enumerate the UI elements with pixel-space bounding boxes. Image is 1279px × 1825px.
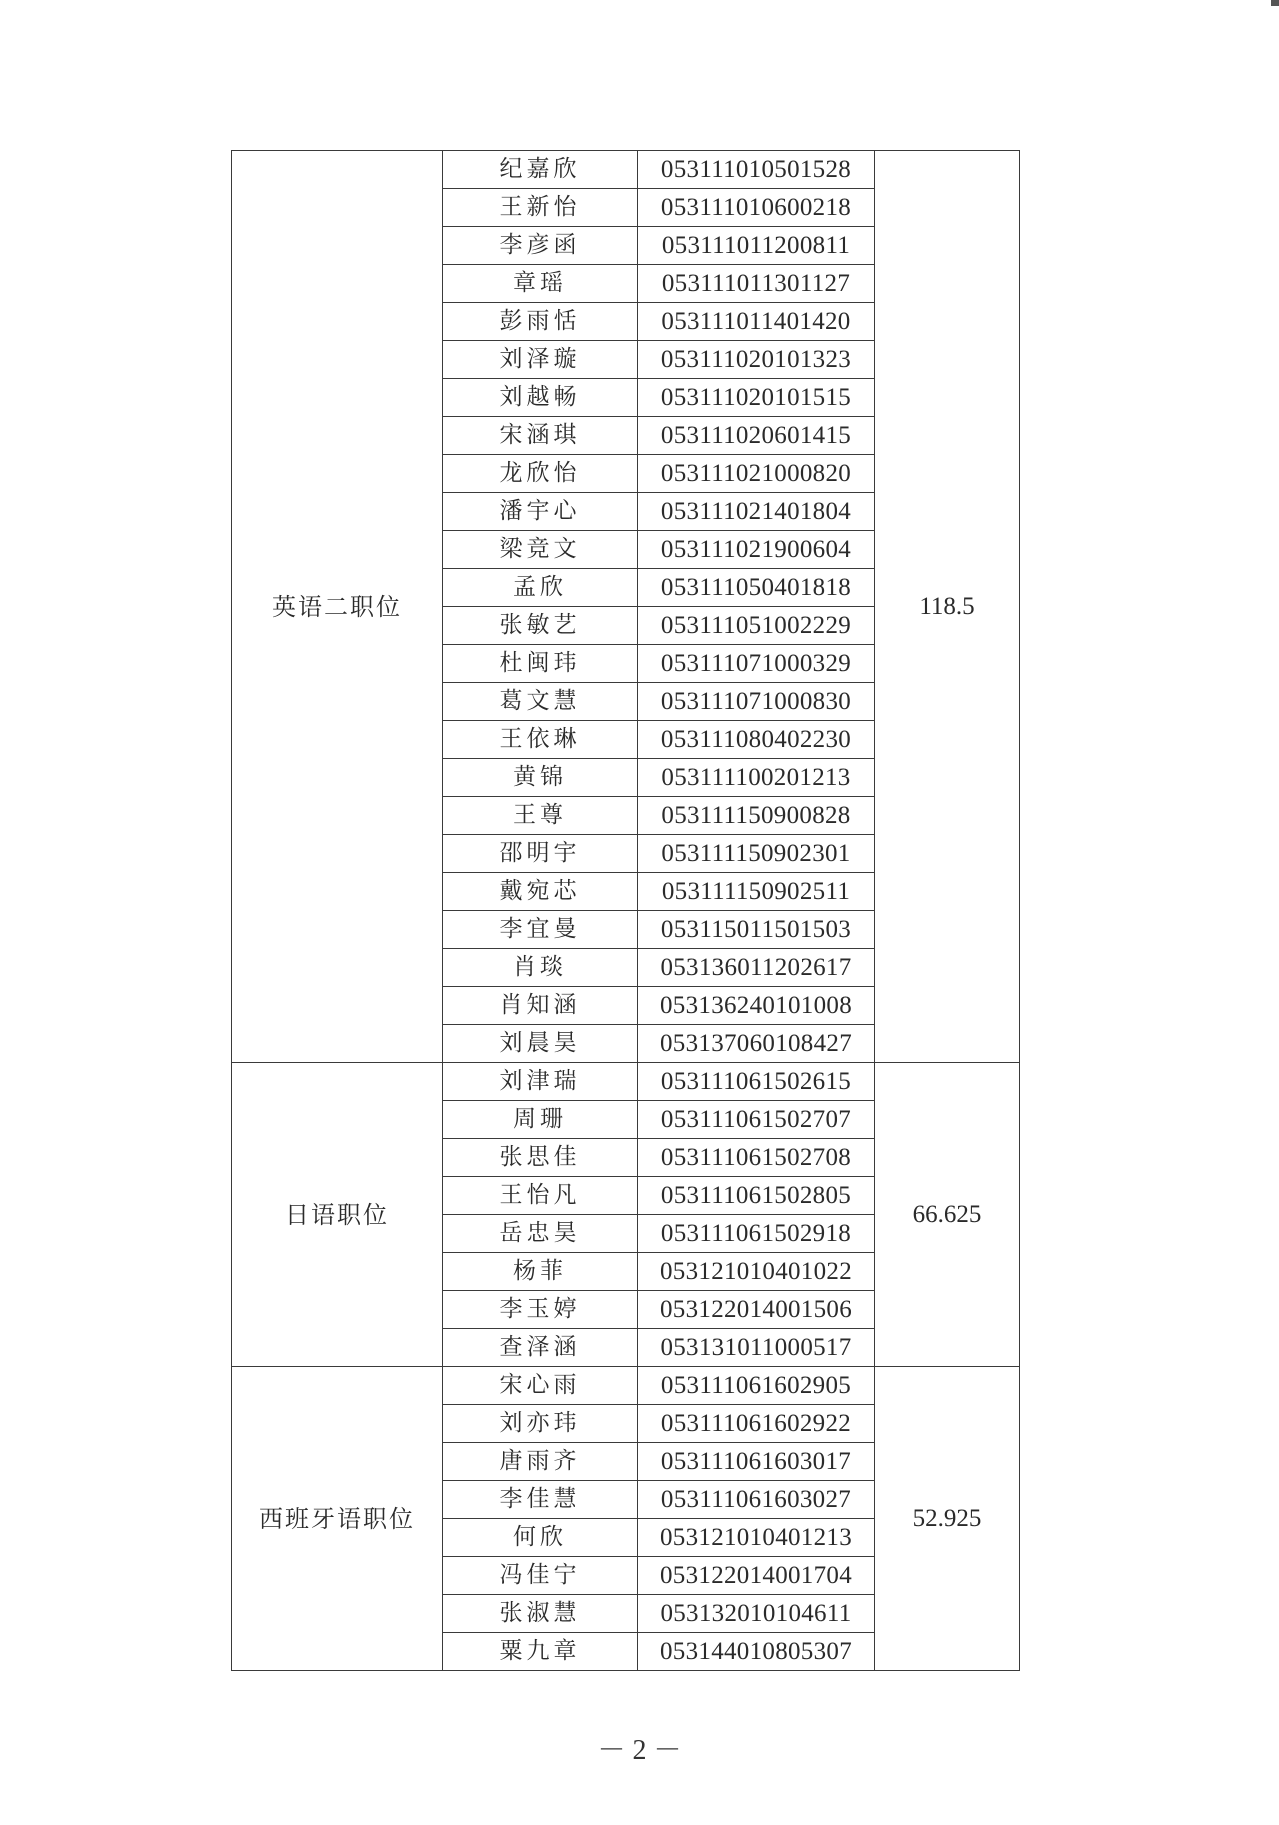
candidate-table [231,150,1020,1671]
candidate-name-cell: 肖知涵 [443,987,638,1025]
candidate-id-cell: 053111020101323 [638,341,875,379]
candidate-id-cell: 053111010501528 [638,151,875,189]
candidate-id-cell: 053111061502918 [638,1215,875,1253]
candidate-id-cell: 053111061502805 [638,1177,875,1215]
candidate-id-cell: 053111050401818 [638,569,875,607]
candidate-name-cell: 粟九章 [443,1633,638,1671]
candidate-name-cell: 戴宛芯 [443,873,638,911]
candidate-name-cell: 何欣 [443,1519,638,1557]
candidate-name-cell: 刘泽璇 [443,341,638,379]
candidate-id-cell: 053111021900604 [638,531,875,569]
candidate-name-cell: 岳忠昊 [443,1215,638,1253]
candidate-id-cell: 053111080402230 [638,721,875,759]
candidate-name-cell: 刘越畅 [443,379,638,417]
candidate-id-cell: 053111061502707 [638,1101,875,1139]
candidate-name-cell: 邵明宇 [443,835,638,873]
candidate-id-cell: 053111061602905 [638,1367,875,1405]
candidate-id-cell: 053111150902511 [638,873,875,911]
candidate-name-cell: 梁竞文 [443,531,638,569]
candidate-name-cell: 张淑慧 [443,1595,638,1633]
candidate-name-cell: 李彦函 [443,227,638,265]
candidate-name-cell: 彭雨恬 [443,303,638,341]
candidate-name-cell: 王依琳 [443,721,638,759]
candidate-name-cell: 杜闽玮 [443,645,638,683]
candidate-name-cell: 李宜曼 [443,911,638,949]
candidate-name-cell: 刘亦玮 [443,1405,638,1443]
candidate-id-cell: 053111071000830 [638,683,875,721]
candidate-name-cell: 杨菲 [443,1253,638,1291]
candidate-id-cell: 053111150900828 [638,797,875,835]
candidate-name-cell: 黄锦 [443,759,638,797]
table-row [232,151,1020,189]
candidate-name-cell: 章瑶 [443,265,638,303]
candidate-id-cell: 053111061502615 [638,1063,875,1101]
page-number: － 2 － [597,1735,682,1766]
candidate-id-cell: 053136240101008 [638,987,875,1025]
position-cell: 日语职位 [232,1063,443,1367]
candidate-id-cell: 053137060108427 [638,1025,875,1063]
candidate-id-cell: 053132010104611 [638,1595,875,1633]
candidate-id-cell: 053121010401213 [638,1519,875,1557]
candidate-id-cell: 053136011202617 [638,949,875,987]
table-row [232,1063,1020,1101]
candidate-id-cell: 053131011000517 [638,1329,875,1367]
candidate-id-cell: 053111020101515 [638,379,875,417]
candidate-id-cell: 053111071000329 [638,645,875,683]
candidate-name-cell: 王新怡 [443,189,638,227]
candidate-name-cell: 龙欣怡 [443,455,638,493]
candidate-id-cell: 053111061603027 [638,1481,875,1519]
candidate-id-cell: 053122014001506 [638,1291,875,1329]
candidate-name-cell: 孟欣 [443,569,638,607]
candidate-id-cell: 053115011501503 [638,911,875,949]
candidate-id-cell: 053111011301127 [638,265,875,303]
candidate-id-cell: 053111051002229 [638,607,875,645]
candidate-id-cell: 053111100201213 [638,759,875,797]
table-row [232,1367,1020,1405]
candidate-table-body [232,151,1020,1671]
candidate-name-cell: 王怡凡 [443,1177,638,1215]
score-cell: 66.625 [875,1063,1020,1367]
candidate-id-cell: 053111061602922 [638,1405,875,1443]
scan-edge-mark [1271,0,1279,6]
candidate-name-cell: 周珊 [443,1101,638,1139]
candidate-name-cell: 查泽涵 [443,1329,638,1367]
candidate-name-cell: 宋涵琪 [443,417,638,455]
position-cell: 英语二职位 [232,151,443,1063]
candidate-name-cell: 葛文慧 [443,683,638,721]
candidate-id-cell: 053121010401022 [638,1253,875,1291]
position-cell: 西班牙语职位 [232,1367,443,1671]
score-cell: 118.5 [875,151,1020,1063]
candidate-id-cell: 053111011200811 [638,227,875,265]
candidate-name-cell: 潘宇心 [443,493,638,531]
candidate-name-cell: 纪嘉欣 [443,151,638,189]
candidate-id-cell: 053111011401420 [638,303,875,341]
candidate-name-cell: 冯佳宁 [443,1557,638,1595]
candidate-name-cell: 张思佳 [443,1139,638,1177]
candidate-id-cell: 053111061603017 [638,1443,875,1481]
candidate-name-cell: 宋心雨 [443,1367,638,1405]
candidate-id-cell: 053122014001704 [638,1557,875,1595]
candidate-name-cell: 李佳慧 [443,1481,638,1519]
candidate-name-cell: 李玉婷 [443,1291,638,1329]
candidate-id-cell: 053111020601415 [638,417,875,455]
candidate-name-cell: 唐雨齐 [443,1443,638,1481]
candidate-name-cell: 王尊 [443,797,638,835]
candidate-id-cell: 053111021401804 [638,493,875,531]
candidate-id-cell: 053111150902301 [638,835,875,873]
candidate-id-cell: 053111061502708 [638,1139,875,1177]
candidate-name-cell: 张敏艺 [443,607,638,645]
candidate-name-cell: 刘津瑞 [443,1063,638,1101]
candidate-id-cell: 053111010600218 [638,189,875,227]
score-cell: 52.925 [875,1367,1020,1671]
candidate-name-cell: 刘晨昊 [443,1025,638,1063]
candidate-name-cell: 肖琰 [443,949,638,987]
candidate-id-cell: 053111021000820 [638,455,875,493]
candidate-id-cell: 053144010805307 [638,1633,875,1671]
